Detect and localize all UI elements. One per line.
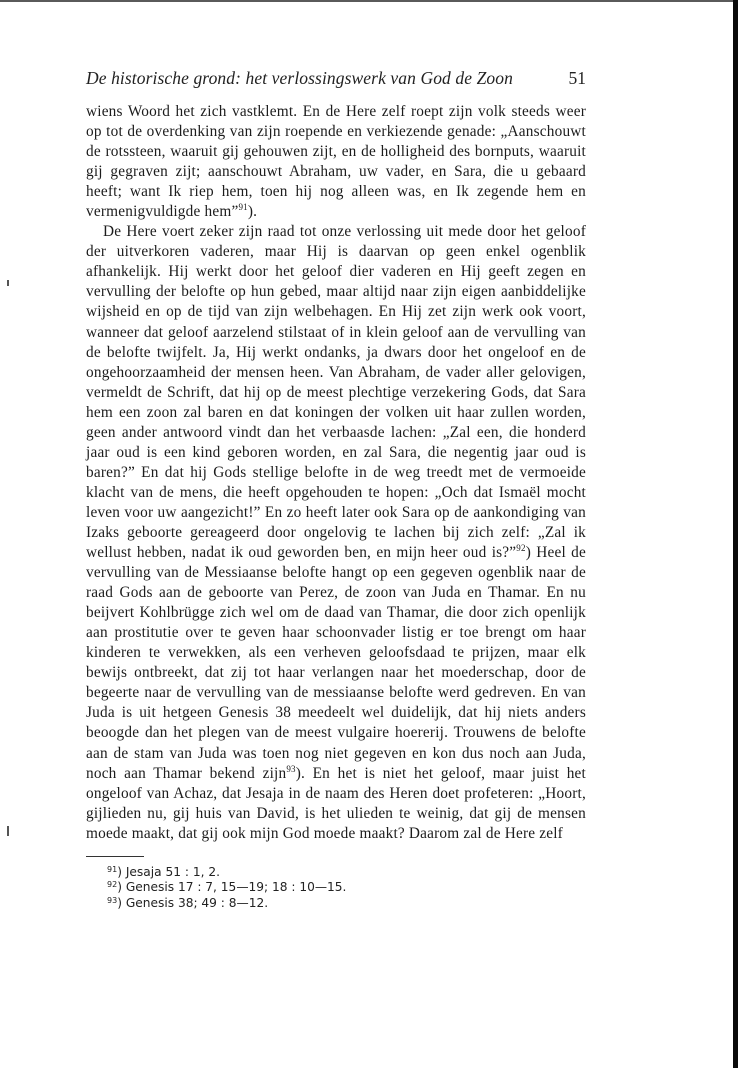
footnotes	[86, 865, 586, 912]
footnote-item	[86, 880, 586, 896]
footnote-number: 91	[107, 864, 118, 874]
running-head	[86, 68, 586, 89]
page-number: 51	[568, 68, 586, 88]
scan-edge-top	[0, 0, 738, 2]
footnote-number: 92	[107, 880, 118, 890]
footnote-reference: 91	[238, 202, 248, 213]
paragraph-text: wiens Woord het zich vastklemt. En de Here zelf roept zijn volk steeds weer op tot de overdenking van zijn roepende en verkiezende genade: „Aanschouwt de rotssteen, waaruit gij gehouwen zijt, en de holligheid des bornputs, waaruit gij gegraven zijt; aanschouwt Abraham, uw vader, en Sara, die u gebaard heeft; want Ik riep hem, toen hij nog alleen was, en Ik zegende hem en vermenigvuldigde hem”	[86, 103, 586, 221]
margin-mark	[7, 280, 9, 286]
footnote-item	[86, 865, 586, 881]
footnote-reference: 92	[516, 543, 526, 554]
margin-mark	[7, 826, 9, 836]
running-head-title: De historische grond: het verlossingswerk van God de Zoon	[86, 68, 513, 88]
footnote-text: ) Genesis 17 : 7, 15—19; 18 : 10—15.	[117, 880, 347, 895]
paragraph-p1	[86, 102, 586, 222]
footnote-item	[86, 896, 586, 912]
body-text	[86, 102, 586, 844]
paragraph-text: De Here voert zeker zijn raad tot onze verlossing uit mede door het geloof der uitverkoren vaderen, maar Hij is daarvan op geen enkel ogenblik afhankelijk. Hij werkt door het geloof dier vaderen en Hij geeft zegen en vervulling der belofte op hun gebed, maar altijd naar zijn eigen aanbiddelijke wijsheid en op de tijd van zijn welbehagen. En Hij zet zijn werk ook voort, wanneer dat geloof aarzelend stilstaat of in klein geloof aan de vervulling van de belofte twijfelt. Ja, Hij werkt ondanks, ja dwars door het ongeloof en de ongehoorzaamheid der mensen heen. Van Abraham, de vader aller gelovigen, vermeldt de Schrift, dat hij op de meest plechtige verzekering Gods, dat Sara hem een zoon zal baren en dat koningen der volken uit haar zullen worden, geen ander antwoord vindt dan het verbaasde lachen: „Zal een, die honderd jaar oud is een kind geboren worden, en zal Sara, die negentig jaar oud is baren?” En dat hij Gods stellige belofte in de weg treedt met de vermoeide klacht van de mens, die heeft opgehouden te hopen: „Och dat Ismaël mocht leven voor uw aangezicht!” En zo heeft later ook Sara op de aankondiging van Izaks geboorte gereageerd door ongelovig te lachen bij zich zelf: „Zal ik wellust hebben, nadat ik oud geworden ben, en mijn heer oud is?”	[86, 223, 586, 562]
paragraph-text: ). En het is niet het geloof, maar juist het ongeloof van Achaz, dat Jesaja in de naam des Heren doet profeteren: „Hoort, gijlieden nu, gij huis van David, is het ulieden te weinig, dat gij de mensen moede maakt, dat gij ook mijn God moede maakt? Daarom zal de Here zelf	[86, 764, 586, 842]
footnote-reference: 93	[286, 763, 296, 774]
book-page	[86, 68, 586, 911]
footnote-number: 93	[107, 895, 118, 905]
paragraph-text: ).	[247, 203, 258, 221]
footnote-rule	[86, 856, 144, 857]
paragraph-text: ) Heel de vervulling van de Messiaanse belofte hangt op een gegeven ogenblik naar de raad Gods aan de geboorte van Perez, de zoon van Juda en Thamar. En nu beijvert Kohlbrügge zich wel om de daad van Thamar, die door zich openlijk aan prostitutie over te geven haar schoonvader listig er toe brengt om haar kinderen te verwekken, als een verheven geloofsdaad te prijzen, maar elk bewijs ontbreekt, dat zij tot haar verlangen naar het moederschap, door de begeerte naar de vervulling van de messiaanse belofte werd gedreven. En van Juda is uit hetgeen Genesis 38 meedeelt wel duidelijk, dat hij niets anders beoogde dan het plegen van de meest vulgaire hoererij. Trouwens de belofte aan de stam van Juda was toen nog niet gegeven en kon dus noch aan Juda, noch aan Thamar bekend zijn	[86, 544, 586, 782]
footnote-text: ) Jesaja 51 : 1, 2.	[117, 864, 220, 879]
paragraph-p2	[86, 222, 586, 843]
footnote-text: ) Genesis 38; 49 : 8—12.	[117, 895, 269, 910]
scan-edge-right	[733, 0, 738, 1068]
